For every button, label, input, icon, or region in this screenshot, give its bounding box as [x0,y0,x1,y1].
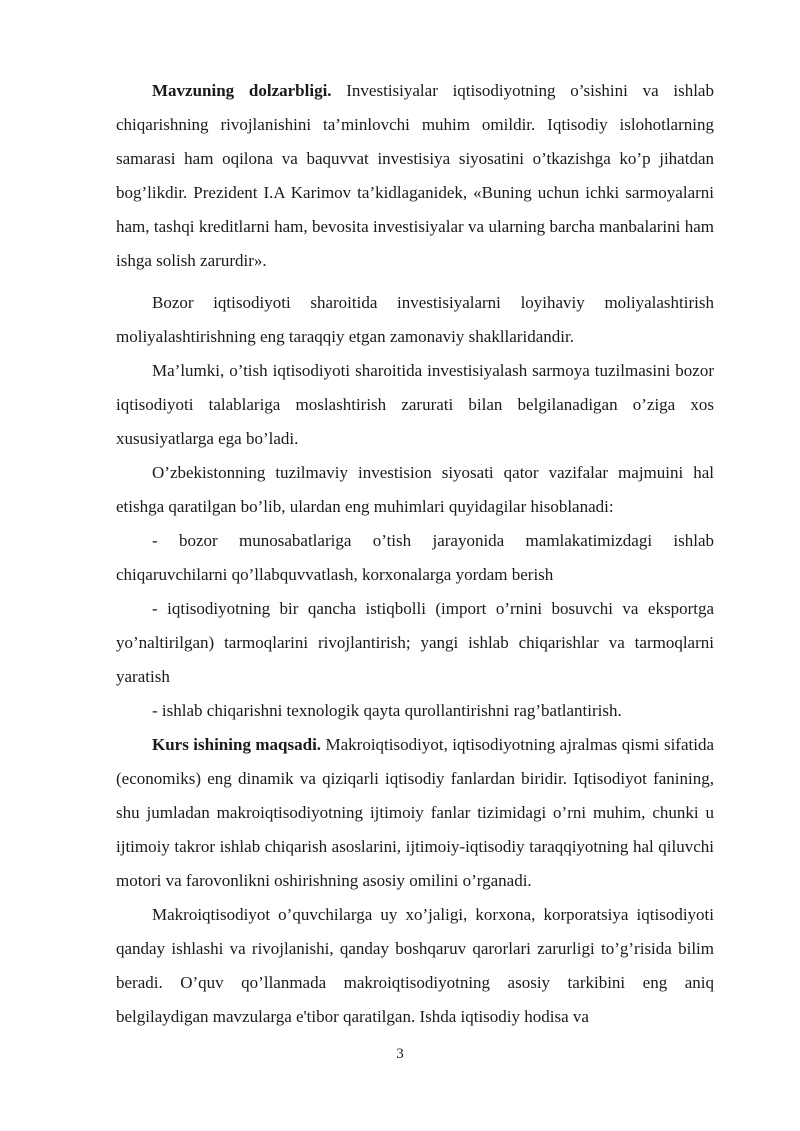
heading-relevance: Mavzuning dolzarbligi. [152,81,332,100]
list-item-support-producers: - bozor munosabatlariga o’tish jarayonida mamlakatimizdagi ishlab chiqaruvchilarni qo’llabquvvatlash, korxonalarga yordam berish [116,531,714,584]
paragraph-macroeconomics: Makroiqtisodiyot o’quvchilarga uy xo’jaligi, korxona, korporatsiya iqtisodiyoti qanday ishlashi va rivojlanishi, qanday boshqaruv qarorlari zarurligi to’g’risida bilim beradi. O’quv qo’llanmada makroiqtisodiyotning asosiy tarkibini eng aniq belgilaydigan mavzularga e'tibor qaratilgan. Ishda iqtisodiy hodisa va [116,905,714,1026]
paragraph-course-goal [116,728,714,898]
list-item-develop-sectors: - iqtisodiyotning bir qancha istiqbolli (import o’rnini bosuvchi va eksportga yo’naltirilgan) tarmoqlarini rivojlantirish; yangi ishlab chiqarishlar va tarmoqlarni yaratish [116,599,714,686]
paragraph-text: Investisiyalar iqtisodiyotning o’sishini va ishlab chiqarishning rivojlanishini ta’minlovchi muhim omildir. Iqtisodiy islohotlarning samarasi ham oqilona va baquvvat investisiya siyosatini o’tkazishga ko’p jihatdan bog’likdir. Prezident I.A Karimov ta’kidlaganidek, «Buning uchun ichki sarmoyalarni ham, tashqi kreditlarni ham, bevosita investisiyalar va ularning barcha manbalarini ham ishga solish zarurdir». [116,81,714,270]
page-number: 3 [396,1046,404,1062]
paragraph-text: Makroiqtisodiyot, iqtisodiyotning ajralmas qismi sifatida (economiks) eng dinamik va qiziqarli iqtisodiy fanlardan biridir. Iqtisodiyot fanining, shu jumladan makroiqtisodiyotning ijtimoiy fanlar tizimidagi o’rni muhim, chunki u ijtimoiy takror ishlab chiqarish asoslarini, ijtimoiy-iqtisodiy taraqqiyotning hal qiluvchi motori va farovonlikni oshirishning asosiy omilini o’rganadi. [116,735,714,890]
paragraph-relevance [116,74,714,278]
paragraph-transition-economy: Ma’lumki, o’tish iqtisodiyoti sharoitida investisiyalash sarmoya tuzilmasini bozor iqtisodiyoti talablariga moslashtirish zarurati bilan belgilanadigan o’ziga xos xususiyatlarga ega bo’ladi. [116,361,714,448]
heading-course-goal: Kurs ishining maqsadi. [152,735,322,754]
paragraph-structural-policy: O’zbekistonning tuzilmaviy investision siyosati qator vazifalar majmuini hal etishga qaratilgan bo’lib, ulardan eng muhimlari quyidagilar hisoblanadi: [116,463,714,516]
paragraph-project-financing: Bozor iqtisodiyoti sharoitida investisiyalarni loyihaviy moliyalashtirish moliyalashtirishning eng taraqqiy etgan zamonaviy shakllaridandir. [116,293,714,346]
list-item-technological-rearmament: - ishlab chiqarishni texnologik qayta qurollantirishni rag’batlantirish. [152,701,622,720]
